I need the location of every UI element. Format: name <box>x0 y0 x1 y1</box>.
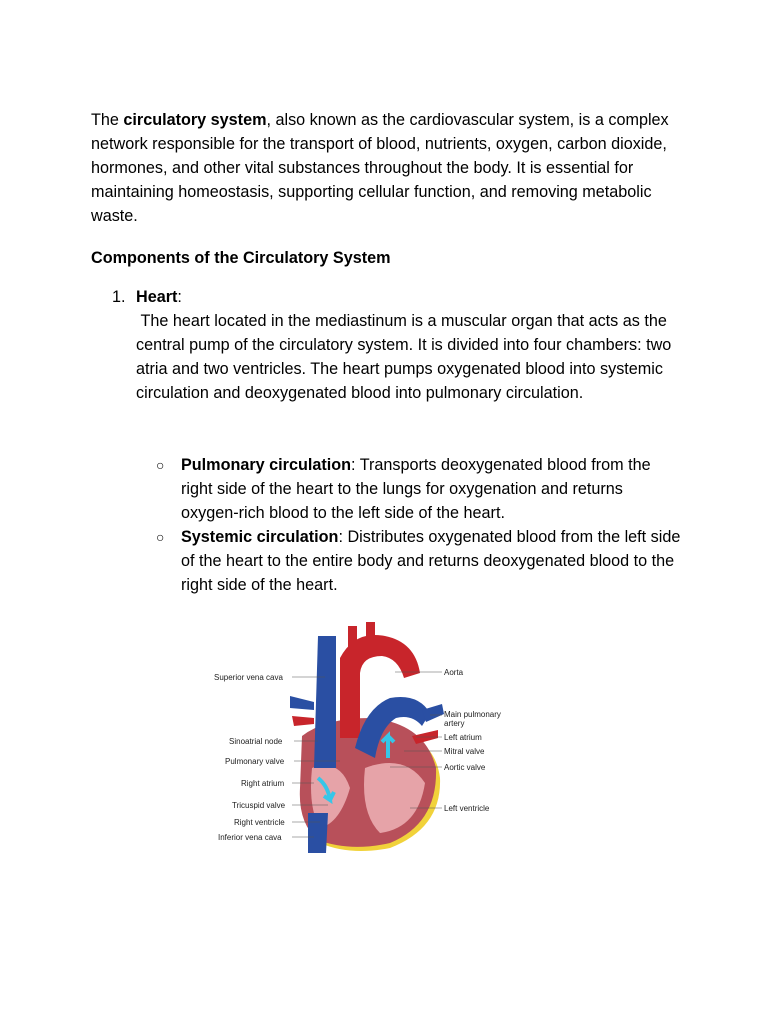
list-title: Heart <box>136 288 178 306</box>
label-superior-vena-cava: Superior vena cava <box>214 673 283 682</box>
label-tricuspid-valve: Tricuspid valve <box>232 801 286 810</box>
list-title-colon: : <box>177 288 182 306</box>
bullet-circle-icon: ○ <box>156 529 165 545</box>
bullet-circle-icon: ○ <box>156 457 165 473</box>
label-pulmonary-valve: Pulmonary valve <box>225 757 285 766</box>
pulmonary-branch <box>422 704 444 722</box>
label-inferior-vena-cava: Inferior vena cava <box>218 833 282 842</box>
list-body <box>136 309 676 405</box>
label-right-atrium: Right atrium <box>241 779 285 788</box>
pulmonary-branch <box>290 696 314 710</box>
list-body-text: The heart located in the mediastinum is a muscular organ that acts as the central pump of the circulatory system. It is divided into four chambers: two atria and two ventricles. The heart pumps oxygenated blood into systemic circulation and deoxygenated blood into pulmonary circulation. <box>136 312 672 402</box>
bullet-title: Systemic circulation <box>181 528 339 546</box>
label-main-pulmonary: Main pulmonary <box>444 710 501 719</box>
label-mitral-valve: Mitral valve <box>444 747 485 756</box>
intro-rest: , also known as the cardiovascular system, is a complex network responsible for the transport of blood, nutrients, oxygen, carbon dioxide, hormones, and other vital substances throughout the body. It is essential for maintaining homeostasis, supporting cellular function, and removing metabolic waste. <box>91 111 669 225</box>
bullet-text <box>181 525 681 597</box>
label-left-atrium: Left atrium <box>444 733 482 742</box>
intro-paragraph <box>91 108 691 228</box>
aorta-branch <box>348 626 357 652</box>
bullet-text <box>181 453 681 525</box>
intro-lead: The <box>91 111 124 129</box>
list-number: 1. <box>112 288 126 306</box>
label-right-ventricle: Right ventricle <box>234 818 285 827</box>
inferior-vena-cava-vessel <box>308 813 328 853</box>
label-left-ventricle: Left ventricle <box>444 804 490 813</box>
label-aorta: Aorta <box>444 668 464 677</box>
superior-vena-cava-vessel <box>314 636 336 768</box>
bullet-title: Pulmonary circulation <box>181 456 352 474</box>
bullet-description: : Transports deoxygenated blood from the right side of the heart to the lungs for oxygenation and returns oxygen-rich blood to the left side of the heart. <box>181 456 651 522</box>
aorta-branch <box>366 622 375 644</box>
section-heading: Components of the Circulatory System <box>91 249 391 267</box>
intro-bold-term: circulatory system <box>123 111 267 129</box>
pulmonary-vein <box>292 716 314 726</box>
label-sinoatrial-node: Sinoatrial node <box>229 737 283 746</box>
heart-anatomy-figure <box>190 618 520 858</box>
label-aortic-valve: Aortic valve <box>444 763 486 772</box>
label-artery: artery <box>444 719 465 728</box>
list-title-line <box>136 285 182 309</box>
bullet-description: : Distributes oxygenated blood from the left side of the heart to the entire body and returns deoxygenated blood to the right side of the heart. <box>181 528 681 594</box>
